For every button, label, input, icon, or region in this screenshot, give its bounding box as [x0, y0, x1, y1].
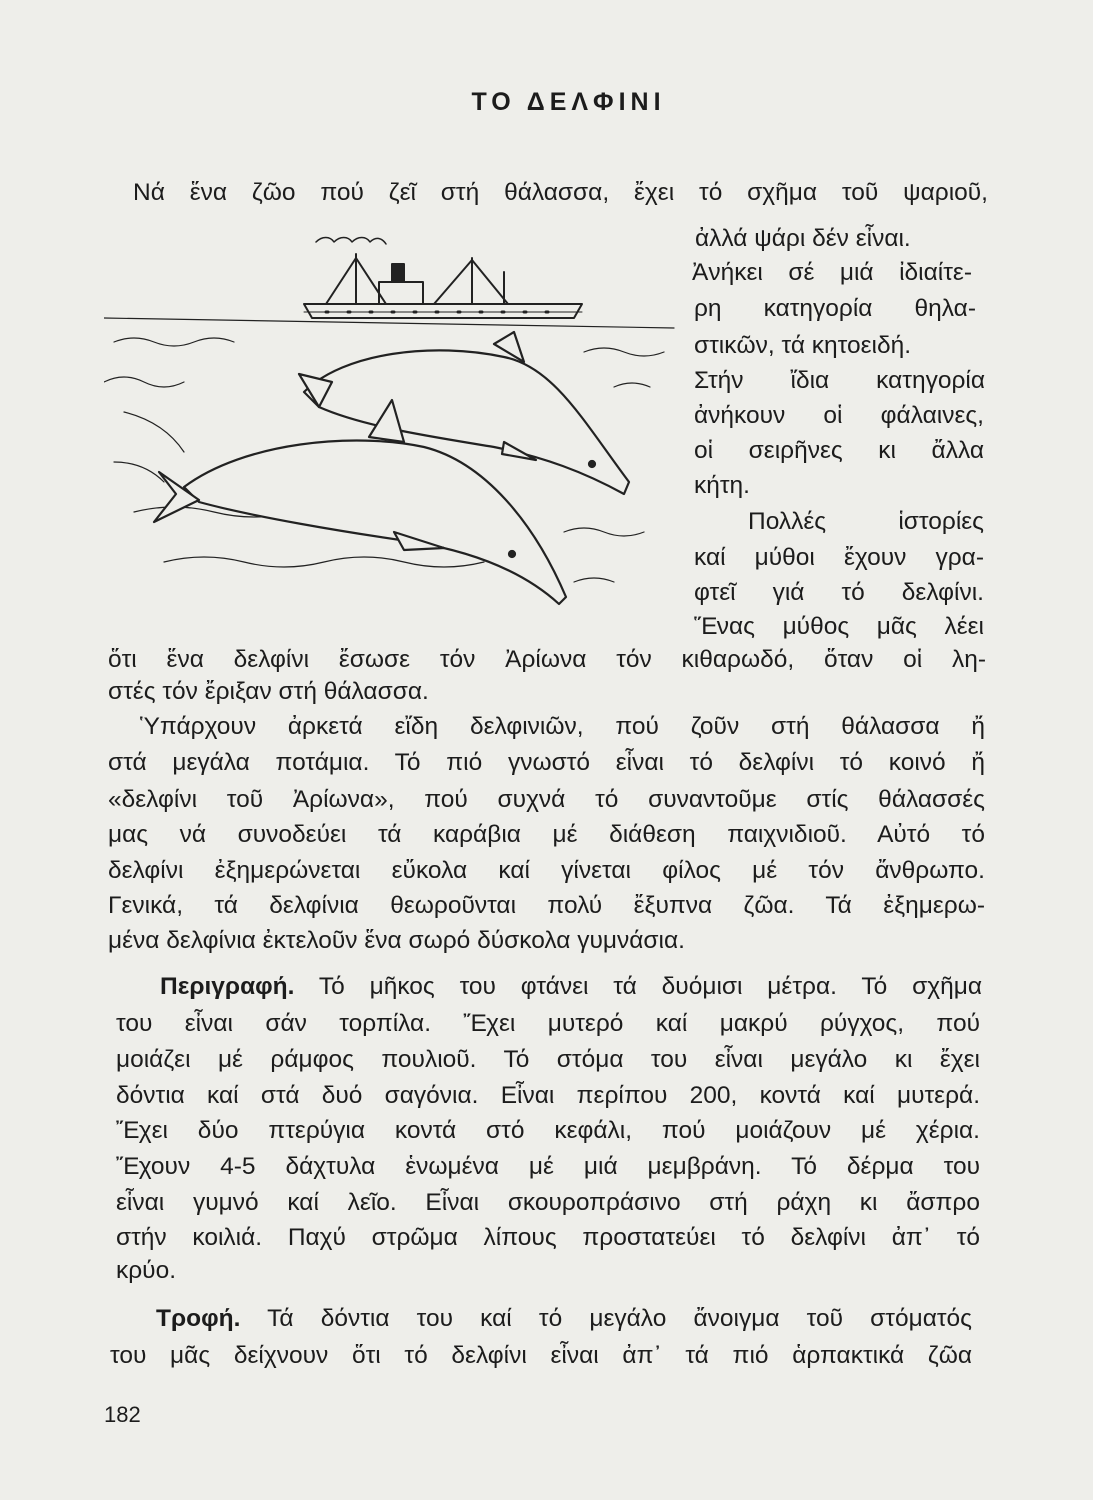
description-first-line [160, 972, 982, 1002]
text-line: ἀνήκουν οἱ φάλαινες, [694, 402, 984, 429]
food-first-line [156, 1304, 972, 1334]
dolphin-illustration [104, 232, 684, 632]
text-line: ἀλλά ψάρι δέν εἶναι. [695, 225, 911, 252]
page-title: ΤΟ ΔΕΛΦΙΝΙ [471, 88, 666, 116]
text-line: Ἕνας μύθος μᾶς λέει [694, 613, 984, 640]
text-line: φτεῖ γιά τό δελφίνι. [694, 579, 984, 606]
text-line: εἶναι γυμνό καί λεῖο. Εἶναι σκουροπράσινο στή ράχη κι ἄσπρο [116, 1189, 980, 1216]
page-number: 182 [104, 1402, 141, 1427]
text-line: στά μεγάλα ποτάμια. Τό πιό γνωστό εἶναι τό δελφίνι τό κοινό ἤ [108, 749, 985, 776]
text-line: Ἔχουν 4-5 δάχτυλα ἑνωμένα μέ μιά μεμβράνη. Τό δέρμα του [116, 1153, 980, 1180]
text-line: ὅτι ἕνα δελφίνι ἔσωσε τόν Ἀρίωνα τόν κιθαρωδό, ὅταν οἱ λη- [108, 646, 986, 673]
description-heading: Περιγραφή. [160, 973, 295, 1000]
text-line: του μᾶς δείχνουν ὅτι τό δελφίνι εἶναι ἀπ᾽ τά πιό ἁρπακτικά ζῶα [110, 1342, 972, 1369]
text-line: Ἀνήκει σέ μιά ἰδιαίτε- [692, 259, 972, 286]
text-line: «δελφίνι τοῦ Ἀρίωνα», πού συχνά τό συναντοῦμε στίς θάλασσές [108, 786, 985, 813]
text-line: στές τόν ἔριξαν στή θάλασσα. [108, 678, 429, 705]
text-line: κήτη. [694, 472, 750, 499]
text-line: Ὑπάρχουν ἀρκετά εἴδη δελφινιῶν, πού ζοῦν στή θάλασσα ἤ [140, 713, 985, 740]
food-heading: Τροφή. [156, 1305, 241, 1332]
text-line: οἱ σειρῆνες κι ἄλλα [694, 437, 984, 464]
ship-icon [304, 238, 582, 319]
text-span: Τό μῆκος του φτάνει τά δυόμισι μέτρα. Τό σχῆμα [318, 973, 982, 1000]
text-line: δόντια καί στά δυό σαγόνια. Εἶναι περίπου 200, κοντά καί μυτερά. [116, 1082, 980, 1109]
text-span: Τά δόντια του καί τό μεγάλο ἄνοιγμα τοῦ στόματός [267, 1305, 972, 1332]
text-line: δελφίνι ἐξημερώνεται εὔκολα καί γίνεται φίλος μέ τόν ἄνθρωπο. [108, 857, 985, 884]
text-line: ρη κατηγορία θηλα- [694, 295, 976, 322]
text-line: Πολλές ἱστορίες [748, 508, 984, 535]
text-line: καί μύθοι ἔχουν γρα- [694, 544, 984, 571]
text-line: Γενικά, τά δελφίνια θεωροῦνται πολύ ἔξυπνα ζῶα. Τά ἐξημερω- [108, 892, 985, 919]
text-line: κρύο. [116, 1257, 177, 1284]
text-line: μας νά συνοδεύει τά καράβια μέ διάθεση παιχνιδιοῦ. Αὐτό τό [108, 821, 985, 848]
text-line: μοιάζει μέ ράμφος πουλιοῦ. Τό στόμα του εἶναι μεγάλο κι ἔχει [116, 1046, 980, 1073]
text-line: του εἶναι σάν τορπίλα. Ἔχει μυτερό καί μακρύ ρύγχος, πού [116, 1010, 980, 1037]
text-line: Νά ἕνα ζῶο πού ζεῖ στή θάλασσα, ἔχει τό σχῆμα τοῦ ψαριοῦ, [133, 179, 988, 206]
text-line: Στήν ἴδια κατηγορία [694, 367, 985, 394]
text-line: στικῶν, τά κητοειδή. [694, 332, 912, 359]
text-line: Ἔχει δύο πτερύγια κοντά στό κεφάλι, πού μοιάζουν μέ χέρια. [116, 1117, 980, 1144]
text-line: μένα δελφίνια ἐκτελοῦν ἕνα σωρό δύσκολα γυμνάσια. [108, 927, 685, 954]
text-line: στήν κοιλιά. Παχύ στρῶμα λίπους προστατεύει τό δελφίνι ἀπ᾽ τό [116, 1224, 980, 1251]
